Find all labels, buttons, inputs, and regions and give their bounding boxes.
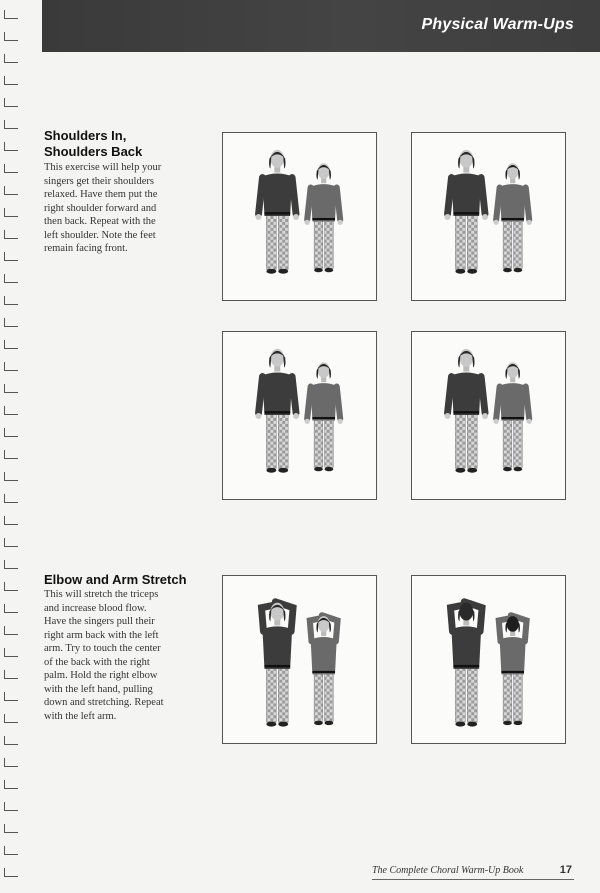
body-line: with the left arm. <box>44 710 117 722</box>
body-line: and increase blood flow. <box>44 602 147 614</box>
figure-arm <box>526 188 529 220</box>
figure-left-leg <box>314 673 323 722</box>
binding-notch <box>4 568 18 569</box>
binding-tick <box>4 296 5 304</box>
binding-notch <box>4 546 18 547</box>
binding-notch <box>4 392 18 393</box>
binding-notch <box>4 832 18 833</box>
photo-shoulders-1 <box>222 132 377 301</box>
body-line: remain facing front. <box>44 243 128 254</box>
binding-tick <box>4 340 5 348</box>
binding-notch <box>4 150 18 151</box>
figure-torso <box>451 174 481 216</box>
figure-torso <box>451 626 481 668</box>
binding-tick <box>4 406 5 414</box>
figure-torso <box>262 174 292 216</box>
body-line: right arm back with the left <box>44 629 159 641</box>
binding-notch <box>4 590 18 591</box>
binding-notch <box>4 216 18 217</box>
figure-shoe <box>503 467 512 471</box>
figure-shoe <box>314 721 323 725</box>
binding-tick <box>4 252 5 260</box>
binding-notch <box>4 656 18 657</box>
figure-right-leg <box>514 419 523 468</box>
binding-notch <box>4 326 18 327</box>
binding-notch <box>4 854 18 855</box>
figure-torso <box>262 373 292 415</box>
figure-torso <box>311 383 337 420</box>
figure-arm <box>292 377 296 414</box>
figure-right-leg <box>278 413 288 468</box>
binding-tick <box>4 98 5 106</box>
figure-shoe <box>325 721 334 725</box>
figure-torso <box>500 637 526 674</box>
figure-torso <box>500 383 526 420</box>
binding-notch <box>4 480 18 481</box>
figure-arm <box>292 178 296 215</box>
binding-notch <box>4 458 18 459</box>
figure-left-leg <box>455 214 465 269</box>
figure-right-leg <box>467 413 477 468</box>
figure-arm <box>448 178 452 215</box>
binding-tick <box>4 846 5 854</box>
binding-notch <box>4 612 18 613</box>
figure-belt <box>312 218 335 220</box>
figure-left-leg <box>314 220 323 269</box>
body-line: arm. Try to touch the center <box>44 643 161 654</box>
figure-shoe <box>266 269 276 274</box>
binding-tick <box>4 780 5 788</box>
binding-tick <box>4 274 5 282</box>
figure-hand <box>293 413 299 419</box>
figure-shoe <box>314 467 323 471</box>
binding-notch <box>4 304 18 305</box>
figure-arm <box>307 188 310 220</box>
binding-tick <box>4 318 5 326</box>
binding-notch <box>4 40 18 41</box>
figure-hand <box>494 220 499 225</box>
figure-woman <box>494 163 532 272</box>
figure-left-leg <box>503 220 512 269</box>
figure-left-leg <box>503 419 512 468</box>
figure-left-leg <box>455 413 465 468</box>
figure-man <box>256 150 299 274</box>
figure-hand <box>305 419 310 424</box>
binding-tick <box>4 560 5 568</box>
binding-notch <box>4 260 18 261</box>
binding-notch <box>4 810 18 811</box>
section-body-shoulders <box>44 161 204 256</box>
figure-arm <box>307 387 310 419</box>
figure-left-leg <box>266 413 276 468</box>
binding-tick <box>4 10 5 18</box>
figure-right-leg <box>514 220 523 269</box>
binding-notch <box>4 194 18 195</box>
binding-tick <box>4 736 5 744</box>
binding-notch <box>4 282 18 283</box>
binding-tick <box>4 494 5 502</box>
figure-shoe <box>503 268 512 272</box>
body-line: then back. Repeat with the <box>44 216 156 227</box>
figure-torso <box>311 637 337 674</box>
figure-shoe <box>467 269 477 274</box>
binding-tick <box>4 54 5 62</box>
figure-arm <box>259 178 263 215</box>
binding-tick <box>4 670 5 678</box>
binding-tick <box>4 384 5 392</box>
figure-belt <box>453 411 479 413</box>
binding-notch <box>4 370 18 371</box>
figure-right-leg <box>514 673 523 722</box>
section-title-line: Shoulders Back <box>44 144 143 159</box>
figure-hand <box>445 413 451 419</box>
figure-right-leg <box>467 214 477 269</box>
binding-tick <box>4 604 5 612</box>
binding-notch <box>4 876 18 877</box>
page-title: Physical Warm-Ups <box>421 16 574 33</box>
figure-shoe <box>467 468 477 473</box>
binding-tick <box>4 538 5 546</box>
figure-shoe <box>455 722 465 727</box>
section-title-line: Elbow and Arm Stretch <box>44 572 187 587</box>
binding-tick <box>4 164 5 172</box>
binding-notch <box>4 348 18 349</box>
body-line: left shoulder. Note the feet <box>44 229 156 241</box>
photo-shoulders-3 <box>222 331 377 500</box>
figure-belt <box>501 417 524 419</box>
figure-right-leg <box>278 667 288 722</box>
photo-shoulders-2 <box>411 132 566 301</box>
figure-hand <box>527 220 532 225</box>
body-line: relaxed. Have them put the <box>44 189 158 200</box>
body-line: of the back with the right <box>44 656 150 668</box>
figure-man <box>256 349 299 473</box>
figure-belt <box>264 665 290 667</box>
figure-shoe <box>266 722 276 727</box>
body-line: with the left hand, pulling <box>44 683 153 695</box>
figure-shoe <box>314 268 323 272</box>
binding-tick <box>4 692 5 700</box>
body-line: This exercise will help your <box>44 162 162 173</box>
header-bar <box>42 0 600 52</box>
binding-tick <box>4 472 5 480</box>
figure-shoe <box>503 721 512 725</box>
binding-tick <box>4 230 5 238</box>
binding-tick <box>4 450 5 458</box>
binding-tick <box>4 648 5 656</box>
photo-arm-stretch-back <box>411 575 566 744</box>
binding-tick <box>4 824 5 832</box>
binding-notch <box>4 62 18 63</box>
binding-notch <box>4 172 18 173</box>
spiral-binding <box>0 0 24 893</box>
binding-tick <box>4 758 5 766</box>
figure-hand <box>482 413 488 419</box>
binding-notch <box>4 744 18 745</box>
binding-tick <box>4 362 5 370</box>
binding-notch <box>4 106 18 107</box>
binding-tick <box>4 76 5 84</box>
figure-woman <box>499 615 527 725</box>
body-line: Have the singers pull their <box>44 616 155 627</box>
body-line: down and stretching. Repeat <box>44 697 164 708</box>
figure-hand <box>482 214 488 220</box>
figure-belt <box>264 411 290 413</box>
binding-notch <box>4 722 18 723</box>
figure-shoe <box>278 468 288 473</box>
figure-arm <box>337 188 340 220</box>
figure-man <box>261 602 293 727</box>
figure-arm <box>481 377 485 414</box>
figure-hand <box>338 419 343 424</box>
figure-belt <box>501 671 524 673</box>
body-line: palm. Hold the right elbow <box>44 670 158 681</box>
figure-shoe <box>325 268 334 272</box>
figure-left-leg <box>503 673 512 722</box>
figure-left-leg <box>266 667 276 722</box>
figure-shoe <box>467 722 477 727</box>
figure-right-leg <box>325 220 334 269</box>
figure-left-leg <box>266 214 276 269</box>
binding-notch <box>4 766 18 767</box>
figure-torso <box>451 373 481 415</box>
figure-belt <box>501 218 524 220</box>
binding-notch <box>4 788 18 789</box>
figure-hand <box>338 220 343 225</box>
footer-book-title: The Complete Choral Warm-Up Book <box>372 865 524 876</box>
figure-right-leg <box>325 419 334 468</box>
figure-hand <box>256 214 262 220</box>
figure-woman <box>305 362 343 471</box>
binding-tick <box>4 868 5 876</box>
photo-shoulders-4 <box>411 331 566 500</box>
section-title-shoulders <box>44 128 142 160</box>
page-footer <box>372 865 574 880</box>
binding-tick <box>4 582 5 590</box>
figure-belt <box>453 665 479 667</box>
binding-notch <box>4 84 18 85</box>
figure-right-leg <box>325 673 334 722</box>
binding-notch <box>4 414 18 415</box>
figure-man <box>445 349 488 473</box>
figure-hand <box>494 419 499 424</box>
figure-belt <box>264 212 290 214</box>
binding-notch <box>4 502 18 503</box>
figure-right-leg <box>467 667 477 722</box>
binding-notch <box>4 128 18 129</box>
figure-hand <box>305 220 310 225</box>
figure-shoe <box>266 468 276 473</box>
page-number: 17 <box>559 864 572 876</box>
figure-arm <box>526 387 529 419</box>
figure-right-leg <box>278 214 288 269</box>
figure-belt <box>453 212 479 214</box>
figure-hand <box>293 214 299 220</box>
binding-notch <box>4 634 18 635</box>
binding-tick <box>4 626 5 634</box>
figure-shoe <box>514 721 523 725</box>
figure-arm <box>448 377 452 414</box>
figure-shoe <box>278 269 288 274</box>
figure-man <box>450 602 482 727</box>
figure-torso <box>262 626 292 668</box>
binding-tick <box>4 32 5 40</box>
section-body-elbow <box>44 588 204 723</box>
binding-tick <box>4 142 5 150</box>
binding-tick <box>4 120 5 128</box>
binding-notch <box>4 678 18 679</box>
binding-notch <box>4 700 18 701</box>
figure-shoe <box>514 467 523 471</box>
figure-shoe <box>455 269 465 274</box>
figure-hand <box>256 413 262 419</box>
section-title-elbow <box>44 572 187 588</box>
figure-shoe <box>278 722 288 727</box>
figure-belt <box>312 671 335 673</box>
figure-arm <box>496 387 499 419</box>
figure-woman <box>305 163 343 272</box>
binding-notch <box>4 436 18 437</box>
figure-torso <box>311 184 337 221</box>
figure-woman <box>494 362 532 471</box>
body-line: singers get their shoulders <box>44 175 154 187</box>
figure-arm <box>481 178 485 215</box>
section-title-line: Shoulders In, <box>44 128 127 143</box>
binding-notch <box>4 18 18 19</box>
figure-man <box>445 150 488 274</box>
binding-tick <box>4 186 5 194</box>
figure-left-leg <box>455 667 465 722</box>
figure-arm <box>259 377 263 414</box>
binding-tick <box>4 208 5 216</box>
figure-hand <box>527 419 532 424</box>
binding-tick <box>4 714 5 722</box>
figure-left-leg <box>314 419 323 468</box>
figure-belt <box>312 417 335 419</box>
figure-arm <box>337 387 340 419</box>
binding-tick <box>4 428 5 436</box>
body-line: This will stretch the triceps <box>44 589 159 600</box>
body-line: right shoulder forward and <box>44 202 157 214</box>
figure-woman <box>310 615 338 725</box>
figure-shoe <box>455 468 465 473</box>
figure-arm <box>496 188 499 220</box>
figure-hand <box>445 214 451 220</box>
figure-torso <box>500 184 526 221</box>
photo-arm-stretch-front <box>222 575 377 744</box>
binding-tick <box>4 802 5 810</box>
binding-tick <box>4 516 5 524</box>
binding-notch <box>4 238 18 239</box>
figure-shoe <box>325 467 334 471</box>
binding-notch <box>4 524 18 525</box>
figure-shoe <box>514 268 523 272</box>
